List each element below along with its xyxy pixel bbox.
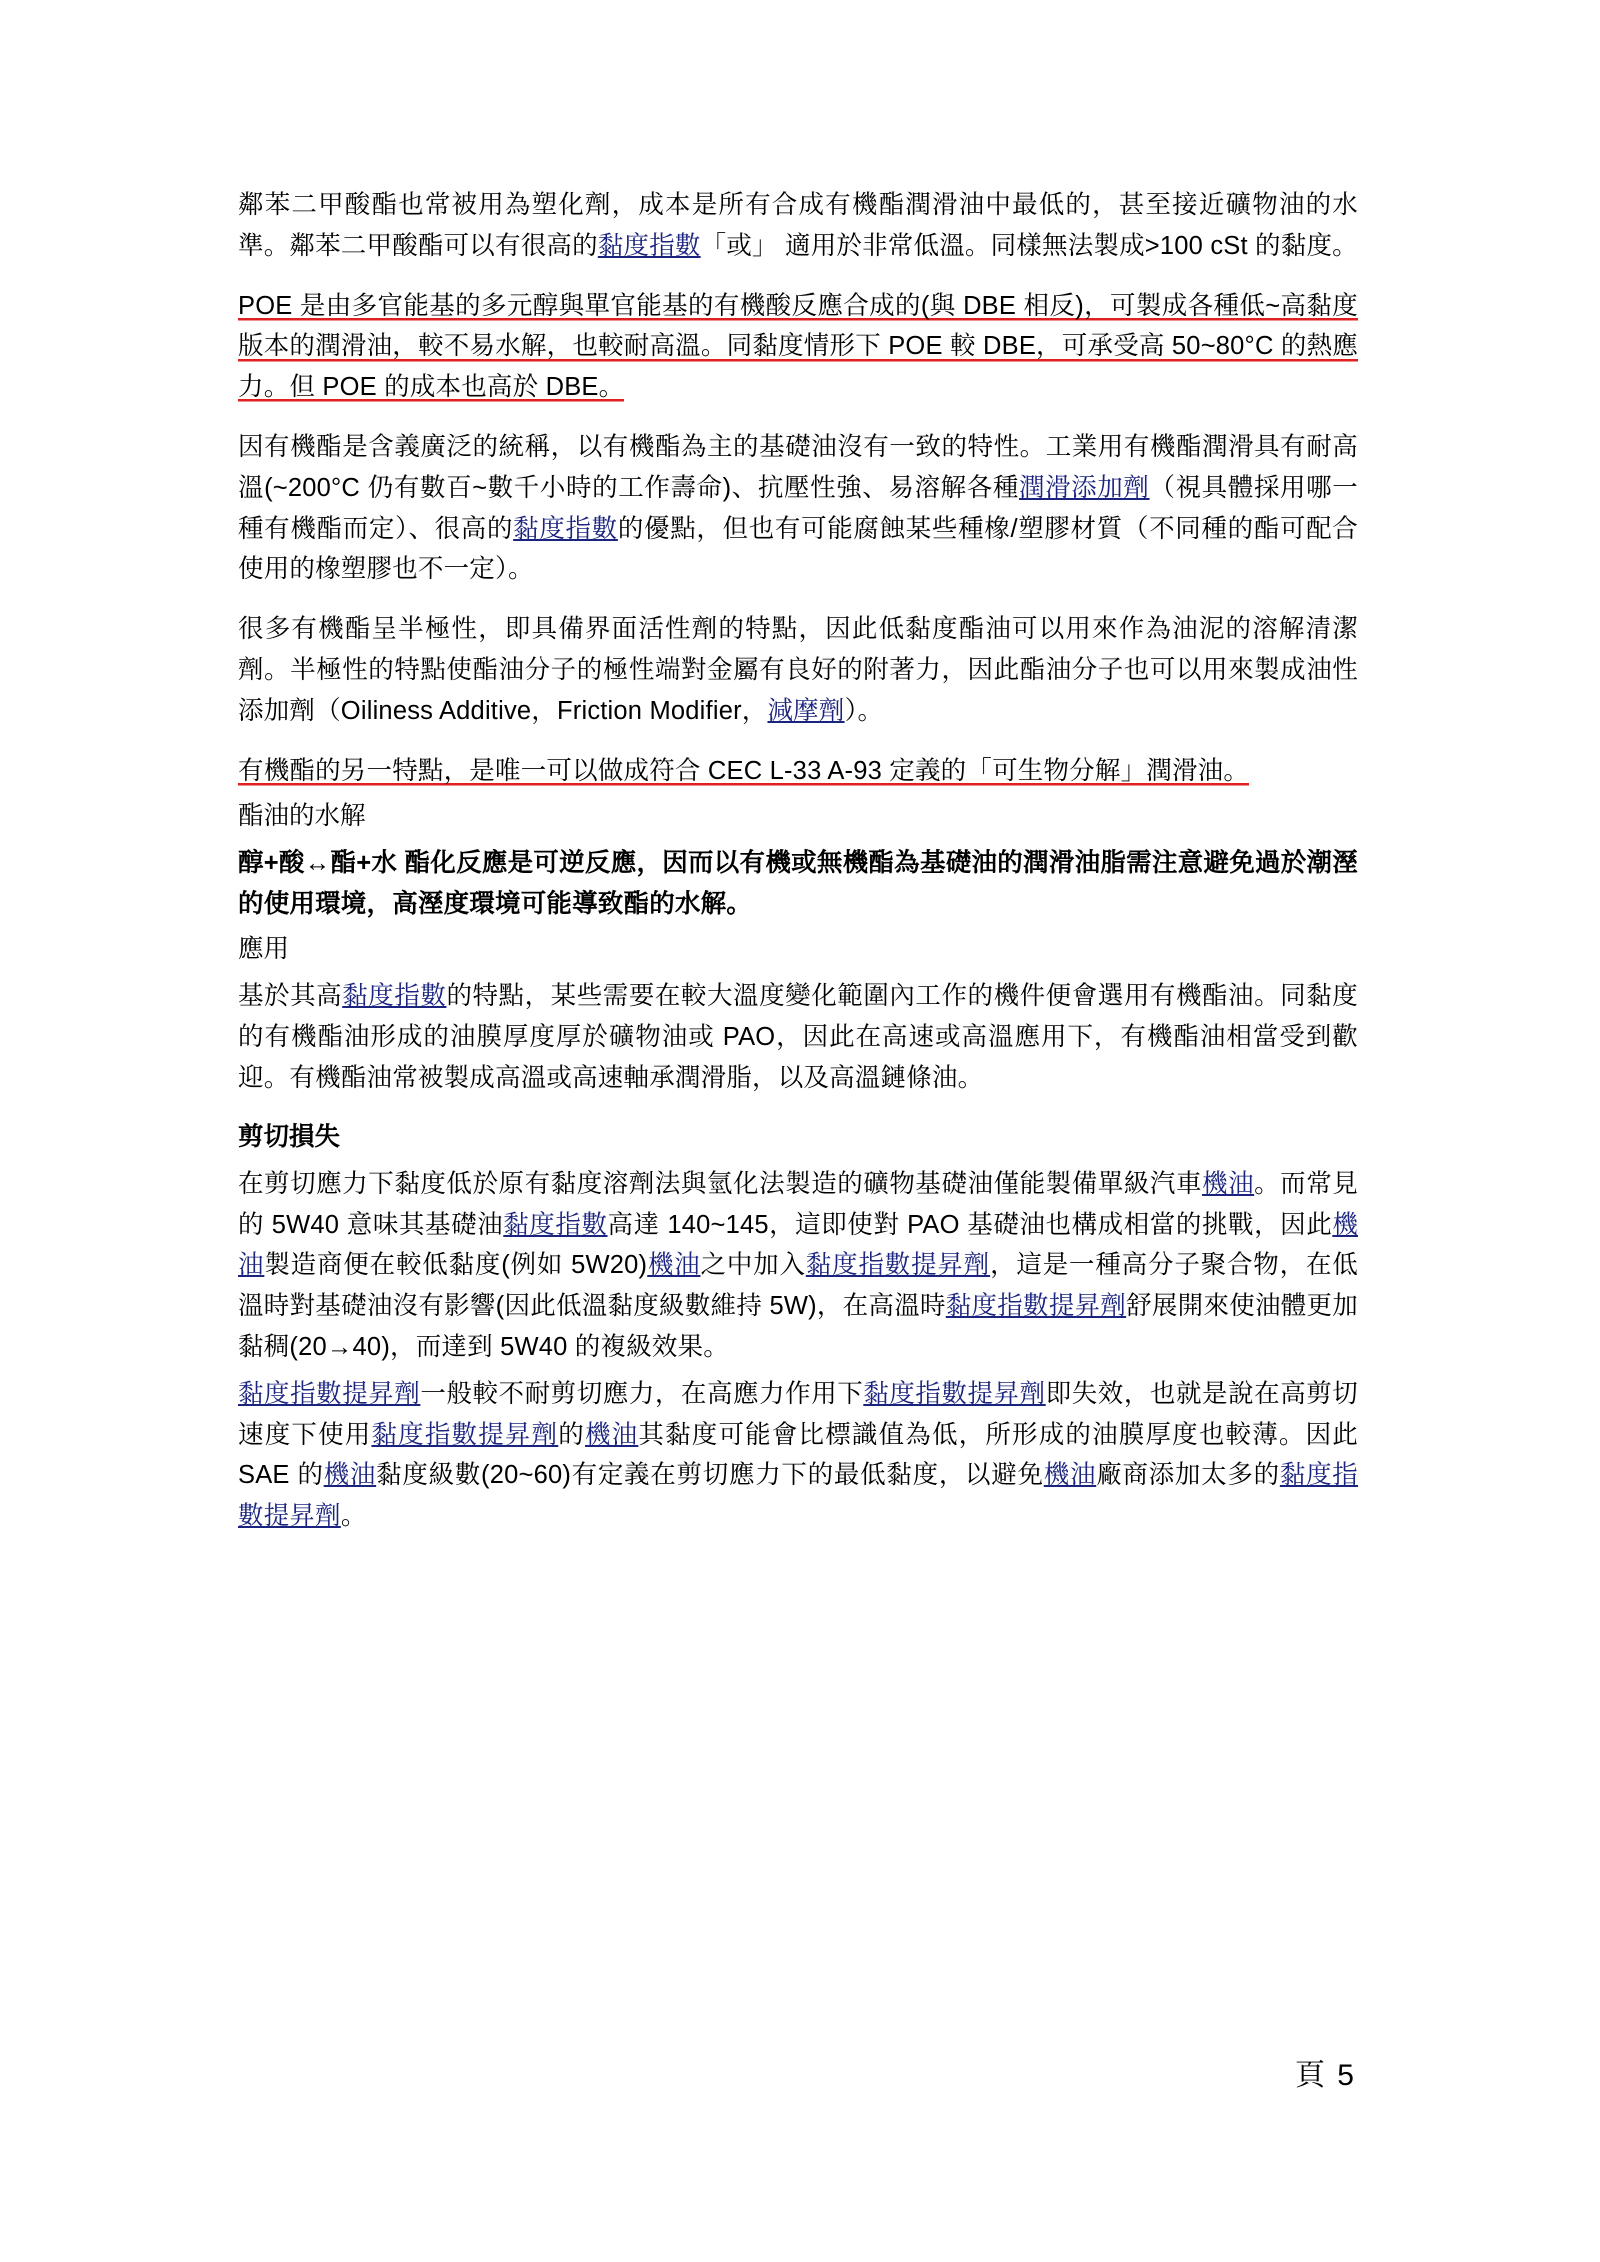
link-vi-improver-3[interactable]: 黏度指數提昇劑 [238, 1379, 421, 1408]
text-run: 很多有機酯呈半極性，即具備界面活性劑的特點，因此低黏度酯油可以用來作為油泥的溶解清潔劑。半極性的特點使酯油分子的極性端對金屬有良好的附著力，因此酯油分子也可以用來製成油性添加劑（Oiliness Additive，Friction Modifier， [238, 615, 1358, 725]
text-run: 即失效，也就是說在高剪切速度下使用 [238, 1379, 1358, 1449]
paragraph-organic-ester-properties [238, 427, 1358, 590]
text-run-underlined-2: 有機酯的另一特點，是唯一可以做成符合 CEC L-33 A-93 定義的「可生物分解」潤滑油。 [238, 756, 1250, 785]
text-run: 因有機酯是含義廣泛的統稱，以有機酯為主的基礎油沒有一致的特性。工業用有機酯潤滑具有耐高溫(~200°C 仍有數百~數千小時的工作壽命)、抗壓性強、易溶解各種 [238, 432, 1358, 502]
text-run: 之中加入 [700, 1251, 806, 1280]
text-run: 在剪切應力下黏度低於原有黏度溶劑法與氫化法製造的礦物基礎油僅能製備單級汽車 [238, 1169, 1203, 1198]
heading-shear-loss: 剪切損失 [238, 1123, 341, 1152]
link-motor-oil-3[interactable]: 機油 [647, 1251, 701, 1280]
link-motor-oil-2[interactable]: 機油 [238, 1210, 1359, 1280]
text-run: 的 [558, 1420, 585, 1449]
page-number: 頁 5 [1294, 2059, 1356, 2092]
text-run: 黏度級數(20~60)有定義在剪切應力下的最低黏度，以避免 [376, 1461, 1044, 1490]
link-lubricant-additive[interactable]: 潤滑添加劑 [1018, 473, 1150, 502]
text-run: ）。 [844, 696, 884, 725]
text-run: 製造商便在較低黏度(例如 5W20) [264, 1251, 648, 1280]
paragraph-poe [238, 286, 1358, 408]
heading-application: 應用 [238, 935, 290, 964]
text-run: （視具體採用哪一種有機酯而定）、很高的 [238, 473, 1358, 543]
text-run: 。 [340, 1502, 367, 1531]
link-viscosity-index[interactable]: 黏度指數 [597, 231, 701, 260]
text-run: 高達 140~145，這即使對 PAO 基礎油也構成相當的挑戰，因此 [607, 1210, 1333, 1239]
paragraph-phthalate [238, 185, 1358, 267]
text-run: 廠商添加太多的 [1096, 1461, 1280, 1490]
link-vi-improver-6[interactable]: 黏度指數提昇劑 [238, 1461, 1359, 1531]
text-run: 基於其高 [238, 981, 343, 1010]
text-run: 一般較不耐剪切應力，在高應力作用下 [420, 1379, 864, 1408]
paragraph-shear-2 [238, 1374, 1358, 1537]
text-run-underlined: POE 是由多官能基的多元醇與單官能基的有機酸反應合成的(與 DBE 相反)，可製成各種低~高黏度版本的潤滑油，較不易水解，也較耐高溫。同黏度情形下 POE 較 DBE，可承受高 50~80°C 的熱應力。但 POE 的成本也高於 DBE。 [238, 291, 1358, 402]
text-run: 舒展開來使油體更加黏稠(20→40)，而達到 5W40 的複級效果。 [238, 1292, 1358, 1362]
link-viscosity-index-4[interactable]: 黏度指數 [503, 1210, 608, 1239]
link-vi-improver-1[interactable]: 黏度指數提昇劑 [805, 1251, 991, 1280]
paragraph-application-body [238, 976, 1358, 1098]
heading-ester-hydrolysis: 酯油的水解 [238, 802, 366, 831]
link-viscosity-index-3[interactable]: 黏度指數 [342, 981, 447, 1010]
link-vi-improver-4[interactable]: 黏度指數提昇劑 [863, 1379, 1046, 1408]
text-run: 。而常見的 5W40 意味其基礎油 [238, 1169, 1358, 1239]
paragraph-semi-polarity [238, 609, 1358, 731]
link-viscosity-index-2[interactable]: 黏度指數 [513, 514, 618, 543]
link-vi-improver-2[interactable]: 黏度指數提昇劑 [945, 1292, 1127, 1321]
text-run: 鄰苯二甲酸酯也常被用為塑化劑，成本是所有合成有機酯潤滑油中最低的，甚至接近礦物油的水準。鄰苯二甲酸酯可以有很高的 [238, 191, 1358, 260]
link-vi-improver-5[interactable]: 黏度指數提昇劑 [371, 1420, 559, 1449]
text-run: 的優點，但也有可能腐蝕某些種橡/塑膠材質（不同種的酯可配合使用的橡塑膠也不一定）。 [238, 514, 1358, 584]
paragraph-shear-1 [238, 1164, 1358, 1368]
link-friction-modifier[interactable]: 減摩劑 [767, 696, 845, 725]
link-motor-oil-4[interactable]: 機油 [584, 1420, 639, 1449]
paragraph-biodegradable [238, 751, 1358, 792]
link-motor-oil-5[interactable]: 機油 [323, 1461, 377, 1490]
text-run: ，這是一種高分子聚合物，在低溫時對基礎油沒有影響(因此低溫黏度級數維持 5W)，在高溫時 [238, 1251, 1358, 1321]
paragraph-hydrolysis-body: 醇+酸↔酯+水 酯化反應是可逆反應，因而以有機或無機酯為基礎油的潤滑油脂需注意避免過於潮溼的使用環境，高溼度環境可能導致酯的水解。 [238, 848, 1358, 918]
link-motor-oil-6[interactable]: 機油 [1043, 1461, 1097, 1490]
text-run: 的特點，某些需要在較大溫度變化範圍內工作的機件便會選用有機酯油。同黏度的有機酯油形成的油膜厚度厚於礦物油或 PAO，因此在高速或高溫應用下，有機酯油相當受到歡迎。有機酯油常被製成高溫或高速軸承潤滑脂，以及高溫鏈條油。 [238, 981, 1358, 1092]
text-run: 「或」 適用於非常低溫。同樣無法製成>100 cSt 的黏度。 [700, 231, 1358, 260]
link-motor-oil-1[interactable]: 機油 [1202, 1169, 1255, 1198]
text-run: 其黏度可能會比標識值為低，所形成的油膜厚度也較薄。因此 SAE 的 [238, 1420, 1358, 1490]
document-body [238, 185, 1358, 1556]
